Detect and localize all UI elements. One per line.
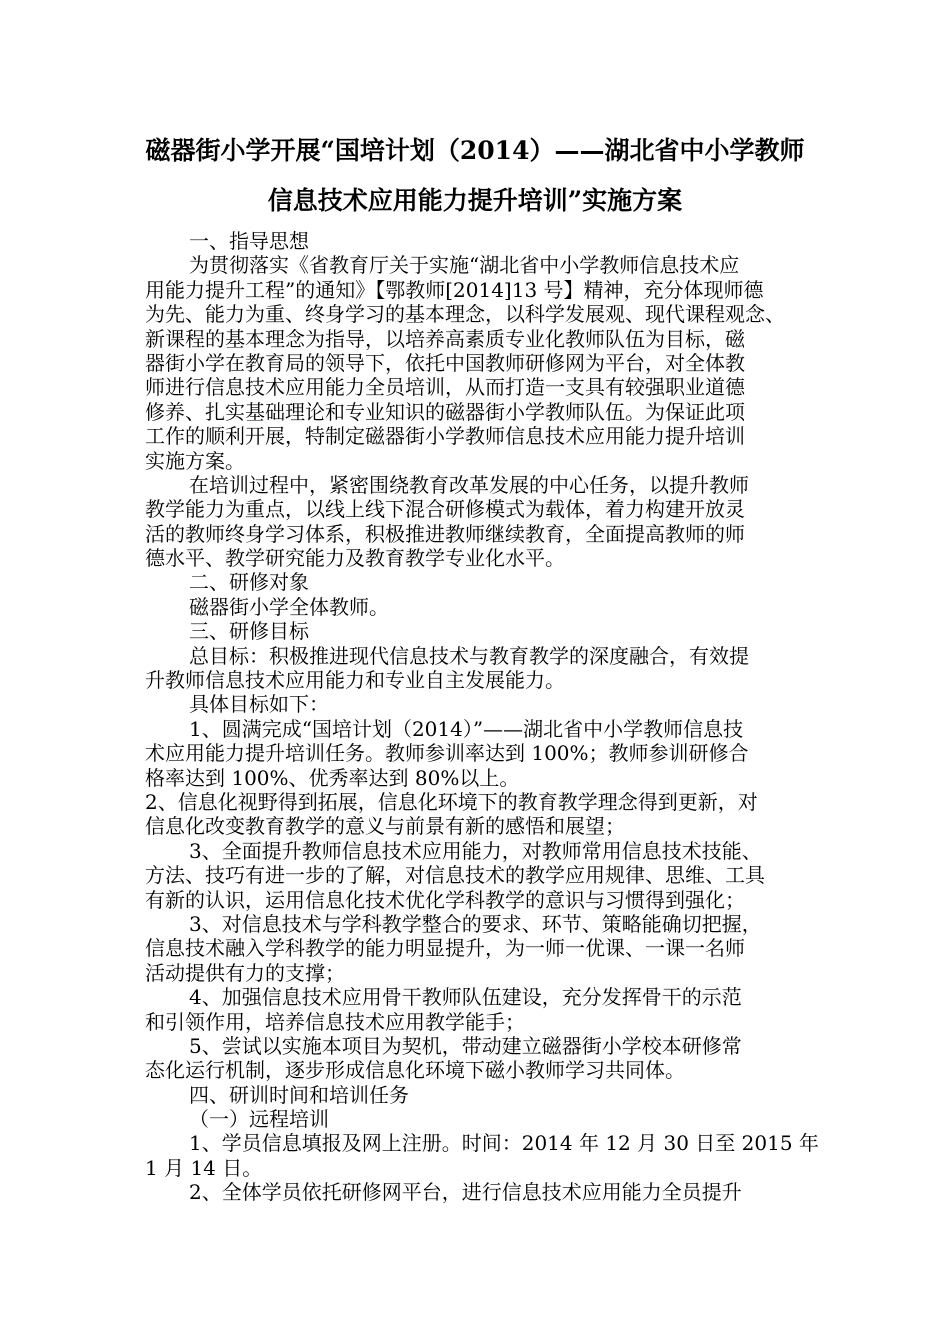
body-text-line: 1、学员信息填报及网上注册。时间：2014 年 12 月 30 日至 2015 年 xyxy=(189,1131,819,1156)
body-text-line: 二、研修对象 xyxy=(189,570,309,595)
body-text-line: 2、全体学员依托研修网平台，进行信息技术应用能力全员提升 xyxy=(189,1180,742,1205)
body-text-line: 具体目标如下： xyxy=(189,692,329,717)
body-text-line: 信息技术融入学科教学的能力明显提升，为一师一优课、一课一名师 xyxy=(145,936,745,961)
body-text-line: 格率达到 100%、优秀率达到 80%以上。 xyxy=(145,765,520,790)
document-body xyxy=(145,229,819,1205)
body-text-line: 2、信息化视野得到拓展，信息化环境下的教育教学理念得到更新，对 xyxy=(145,789,758,814)
body-text-line: 3、全面提升教师信息技术应用能力，对教师常用信息技术技能、 xyxy=(189,838,762,863)
body-text-line: 工作的顺利开展，特制定磁器街小学教师信息技术应用能力提升培训 xyxy=(145,424,745,449)
body-text-line: 三、研修目标 xyxy=(189,619,309,644)
body-text-line: 修养、扎实基础理论和专业知识的磁器街小学教师队伍。为保证此项 xyxy=(145,399,745,424)
body-text-line: 和引领作用，培养信息技术应用教学能手； xyxy=(145,1009,525,1034)
body-text-line: 活的教师终身学习体系，积极推进教师继续教育，全面提高教师的师 xyxy=(145,521,745,546)
body-text-line: 信息化改变教育教学的意义与前景有新的感悟和展望； xyxy=(145,814,625,839)
document-title-line-2: 信息技术应用能力提升培训”实施方案 xyxy=(267,186,683,215)
body-text-line: 实施方案。 xyxy=(145,448,245,473)
body-text-line: 用能力提升工程”的通知》【鄂教师[2014]13 号】精神，充分体现师德 xyxy=(145,277,764,302)
body-text-line: 术应用能力提升培训任务。教师参训率达到 100%；教师参训研修合 xyxy=(145,741,749,766)
body-text-line: 器街小学在教育局的领导下，依托中国教师研修网为平台，对全体教 xyxy=(145,350,745,375)
body-text-line: 态化运行机制，逐步形成信息化环境下磁小教师学习共同体。 xyxy=(145,1058,685,1083)
body-text-line: 四、研训时间和培训任务 xyxy=(189,1082,409,1107)
body-text-line: （一）远程培训 xyxy=(189,1107,329,1132)
body-text-line: 3、对信息技术与学科教学整合的要求、环节、策略能确切把握， xyxy=(189,911,762,936)
body-text-line: 为先、能力为重、终身学习的基本理念，以科学发展观、现代课程观念、 xyxy=(145,302,785,327)
body-text-line: 师进行信息技术应用能力全员培训，从而打造一支具有较强职业道德 xyxy=(145,375,745,400)
body-text-line: 4、加强信息技术应用骨干教师队伍建设，充分发挥骨干的示范 xyxy=(189,985,742,1010)
body-text-line: 教学能力为重点，以线上线下混合研修模式为载体，着力构建开放灵 xyxy=(145,497,745,522)
body-text-line: 磁器街小学全体教师。 xyxy=(189,594,389,619)
body-text-line: 方法、技巧有进一步的了解，对信息技术的教学应用规律、思维、工具 xyxy=(145,863,765,888)
body-text-line: 德水平、教学研究能力及教育教学专业化水平。 xyxy=(145,546,565,571)
body-text-line: 为贯彻落实《省教育厅关于实施“湖北省中小学教师信息技术应 xyxy=(189,253,740,278)
body-text-line: 一、指导思想 xyxy=(189,229,309,253)
body-text-line: 1 月 14 日。 xyxy=(145,1155,263,1180)
body-text-line: 总目标：积极推进现代信息技术与教育教学的深度融合，有效提 xyxy=(189,643,749,668)
body-text-line: 有新的认识，运用信息化技术优化学科教学的意识与习惯得到强化； xyxy=(145,887,745,912)
body-text-line: 5、尝试以实施本项目为契机，带动建立磁器街小学校本研修常 xyxy=(189,1033,742,1058)
body-text-line: 1、圆满完成“国培计划（2014）”——湖北省中小学教师信息技 xyxy=(189,716,744,741)
body-text-line: 在培训过程中，紧密围绕教育改革发展的中心任务，以提升教师 xyxy=(189,472,749,497)
body-text-line: 升教师信息技术应用能力和专业自主发展能力。 xyxy=(145,668,565,693)
body-text-line: 活动提供有力的支撑； xyxy=(145,960,345,985)
document-title-line-1: 磁器街小学开展“国培计划（2014）——湖北省中小学教师 xyxy=(145,136,805,165)
body-text-line: 新课程的基本理念为指导，以培养高素质专业化教师队伍为目标，磁 xyxy=(145,326,745,351)
